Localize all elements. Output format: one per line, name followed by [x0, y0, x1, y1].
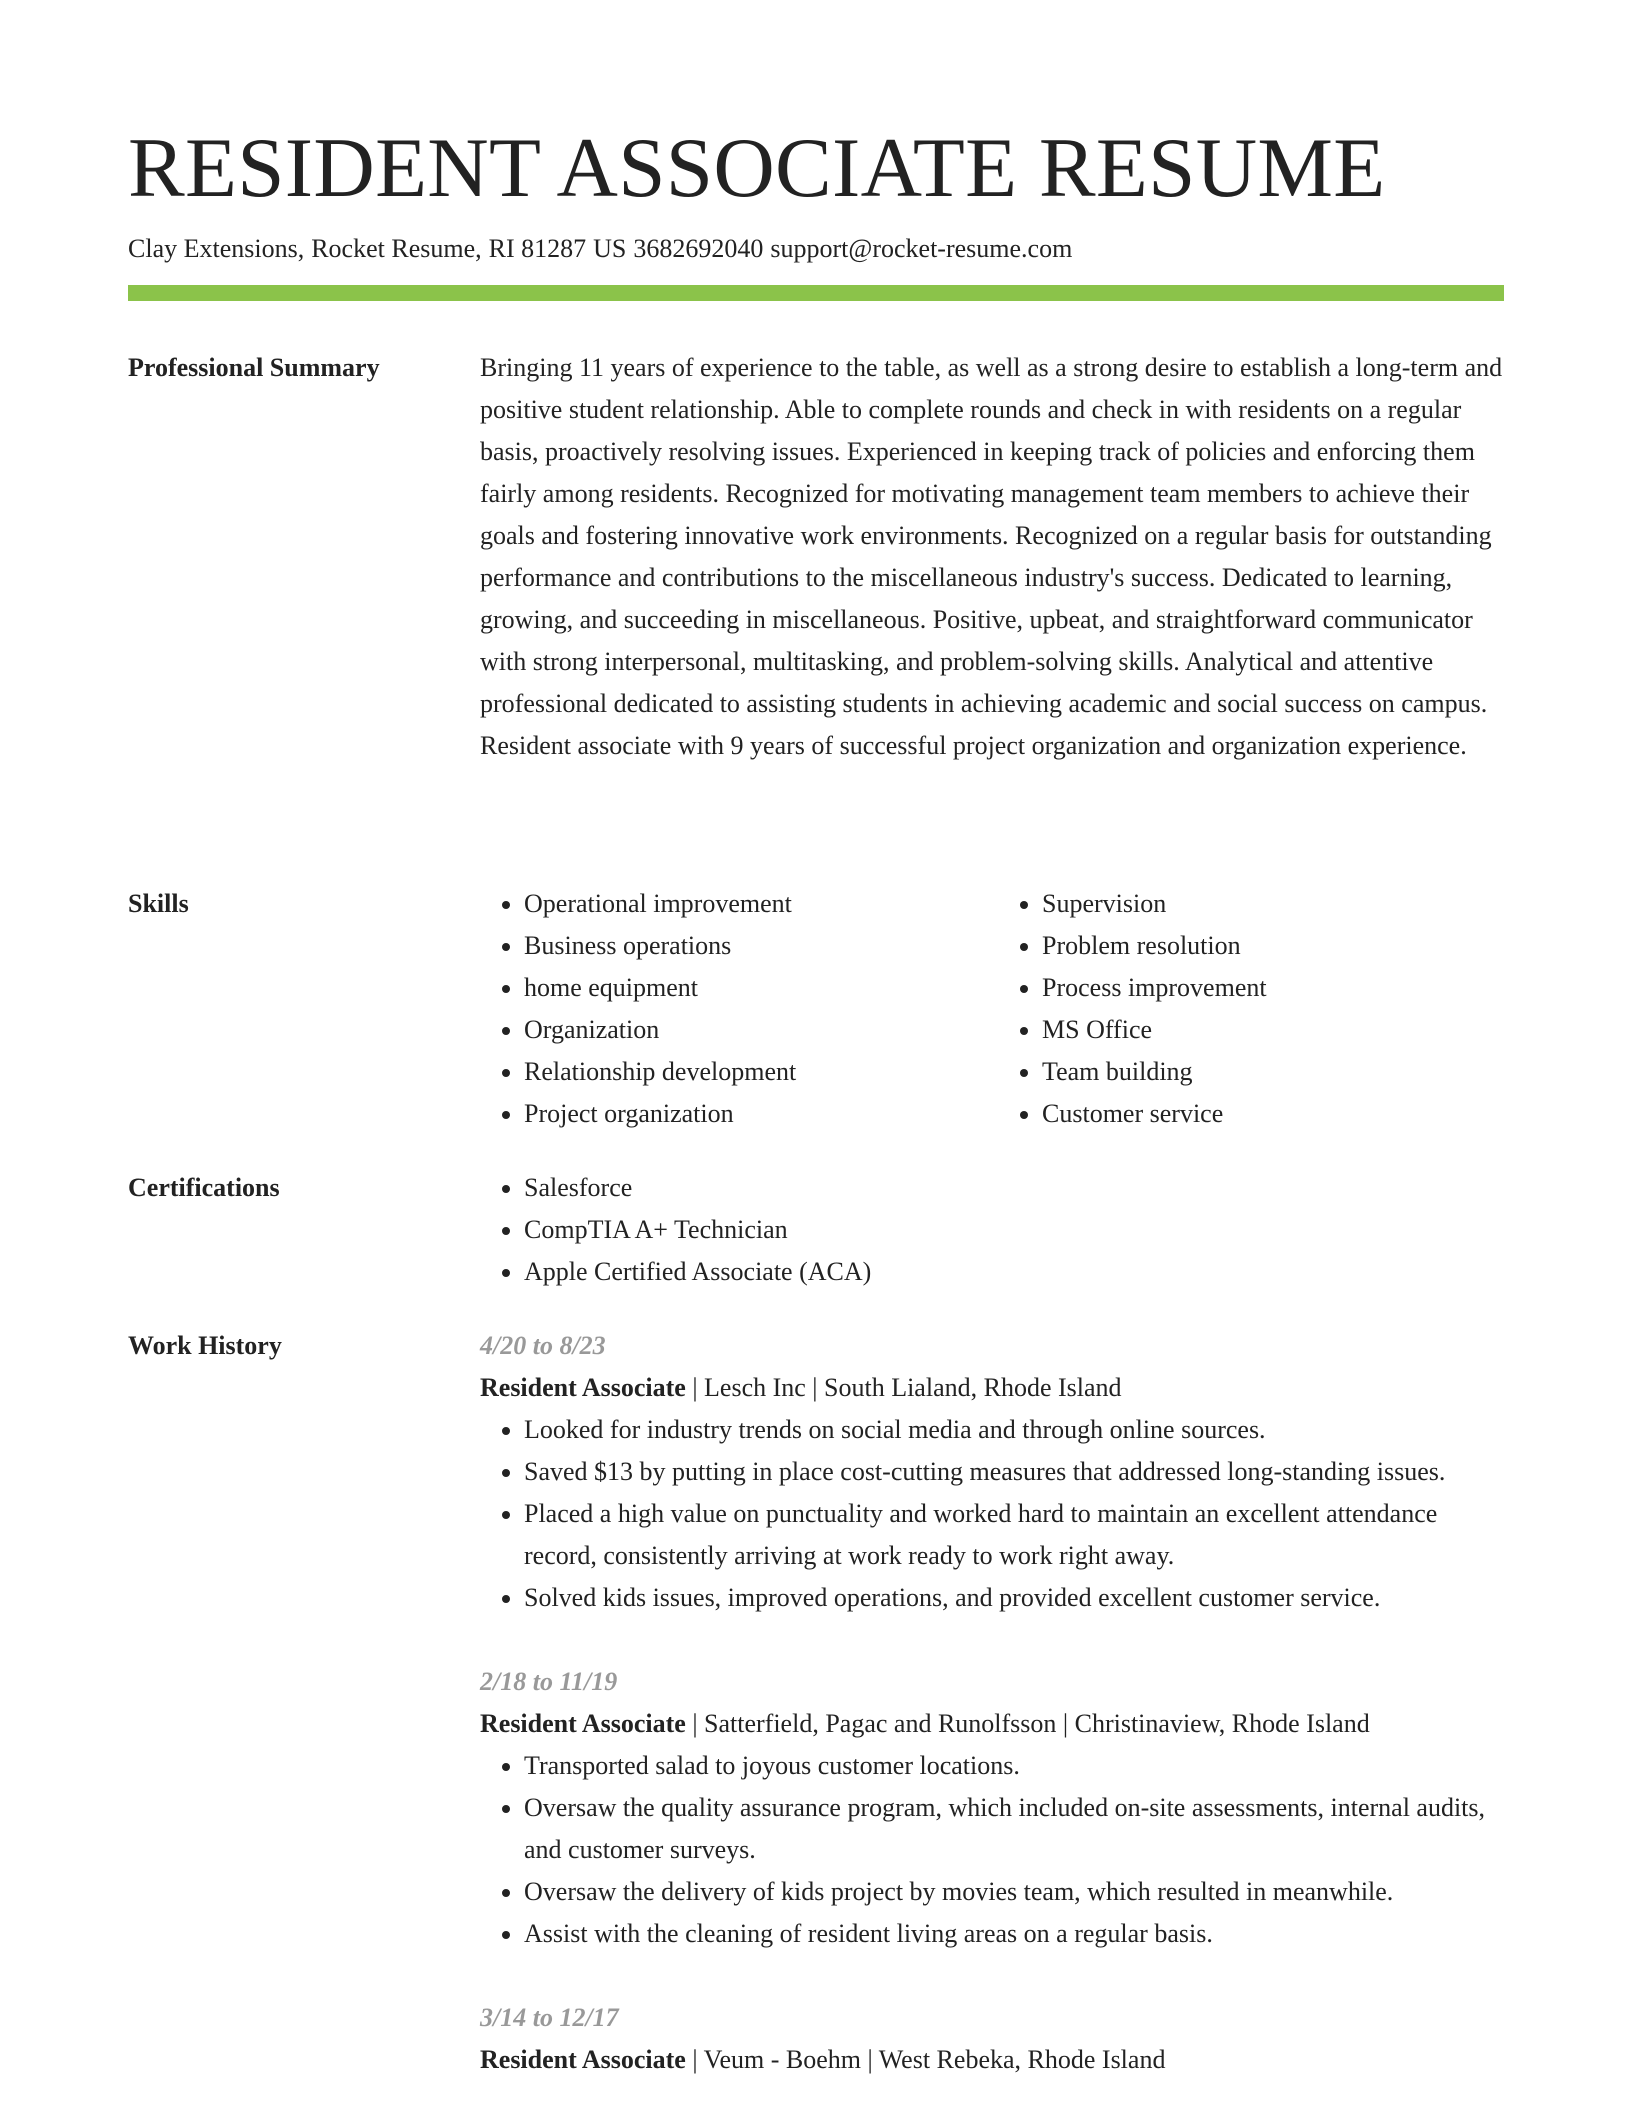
job-title-line	[480, 1367, 1504, 1409]
certification-item: • CompTIA A+ Technician	[524, 1209, 1504, 1251]
work-history-heading: Work History	[128, 1331, 282, 1360]
skills-list-right	[982, 883, 1504, 1135]
contact-line	[128, 230, 1072, 268]
certifications-heading: Certifications	[128, 1173, 280, 1202]
contact-state-zip: RI 81287	[488, 234, 587, 263]
job-bullet: • Solved kids issues, improved operations, and provided excellent customer service.	[524, 1577, 1504, 1619]
job-dates: 3/14 to 12/17	[480, 2003, 619, 2032]
contact-street: Clay Extensions,	[128, 234, 305, 263]
skill-item: • Operational improvement	[524, 883, 982, 925]
job-bullet: • Oversaw the quality assurance program, which included on-site assessments, internal audits, and customer surveys.	[524, 1787, 1504, 1871]
contact-country: US	[593, 234, 627, 263]
job-bullet: • Placed a high value on punctuality and worked hard to maintain an excellent attendance record, consistently arriving at work ready to work right away.	[524, 1493, 1504, 1577]
summary-heading: Professional Summary	[128, 353, 380, 382]
job-role: Resident Associate	[480, 1373, 686, 1402]
job-details: | Satterfield, Pagac and Runolfsson | Christinaview, Rhode Island	[685, 1709, 1370, 1738]
contact-city: Rocket Resume,	[311, 234, 482, 263]
job-details: | Veum - Boehm | West Rebeka, Rhode Island	[685, 2045, 1166, 2074]
job-title-line	[480, 1703, 1504, 1745]
job-bullets	[480, 1745, 1504, 1955]
skill-item: • Business operations	[524, 925, 982, 967]
skill-item: • Relationship development	[524, 1051, 982, 1093]
skill-item: • Process improvement	[1042, 967, 1504, 1009]
header-divider	[128, 285, 1504, 301]
job-role: Resident Associate	[480, 1709, 686, 1738]
skill-item: • Customer service	[1042, 1093, 1504, 1135]
job-bullet: • Assist with the cleaning of resident living areas on a regular basis.	[524, 1913, 1504, 1955]
skill-item: • Problem resolution	[1042, 925, 1504, 967]
job-bullet: • Saved $13 by putting in place cost-cutting measures that addressed long-standing issues.	[524, 1451, 1504, 1493]
skill-item: • Organization	[524, 1009, 982, 1051]
skills-list-left	[480, 883, 982, 1135]
job-role: Resident Associate	[480, 2045, 686, 2074]
job-bullets	[480, 1409, 1504, 1619]
job-details: | Lesch Inc | South Lialand, Rhode Island	[685, 1373, 1122, 1402]
contact-email: support@rocket-resume.com	[770, 234, 1073, 263]
job-entry	[480, 1661, 1504, 1955]
job-dates: 4/20 to 8/23	[480, 1331, 606, 1360]
job-bullet: • Transported salad to joyous customer locations.	[524, 1745, 1504, 1787]
job-title-line	[480, 2039, 1504, 2081]
job-bullet: • Looked for industry trends on social media and through online sources.	[524, 1409, 1504, 1451]
certification-item: • Salesforce	[524, 1167, 1504, 1209]
job-dates: 2/18 to 11/19	[480, 1667, 618, 1696]
skill-item: • home equipment	[524, 967, 982, 1009]
skills-grid	[480, 883, 1504, 1135]
certifications-list	[480, 1167, 1504, 1293]
skill-item: • Supervision	[1042, 883, 1504, 925]
skill-item: • Team building	[1042, 1051, 1504, 1093]
resume-title: RESIDENT ASSOCIATE RESUME	[128, 121, 1386, 215]
certification-item: • Apple Certified Associate (ACA)	[524, 1251, 1504, 1293]
summary-text: Bringing 11 years of experience to the table, as well as a strong desire to establish a long-term and positive student relationship. Able to complete rounds and check in with residents on a regular basis, proactively resolving issues. Experienced in keeping track of policies and enforcing them fairly among residents. Recognized for motivating management team members to achieve their goals and fostering innovative work environments. Recognized on a regular basis for outstanding performance and contributions to the miscellaneous industry's success. Dedicated to learning, growing, and succeeding in miscellaneous. Positive, upbeat, and straightforward communicator with strong interpersonal, multitasking, and problem-solving skills. Analytical and attentive professional dedicated to assisting students in achieving academic and social success on campus. Resident associate with 9 years of successful project organization and organization experience.	[480, 353, 1503, 760]
job-bullet: • Oversaw the delivery of kids project by movies team, which resulted in meanwhile.	[524, 1871, 1504, 1913]
skills-heading: Skills	[128, 889, 189, 918]
job-entry	[480, 1325, 1504, 1619]
contact-phone: 3682692040	[633, 234, 764, 263]
job-entry	[480, 1997, 1504, 2081]
skill-item: • Project organization	[524, 1093, 982, 1135]
summary-body	[480, 347, 1504, 767]
skill-item: • MS Office	[1042, 1009, 1504, 1051]
certifications-body	[480, 1167, 1504, 1293]
work-history-body	[480, 1325, 1504, 2123]
